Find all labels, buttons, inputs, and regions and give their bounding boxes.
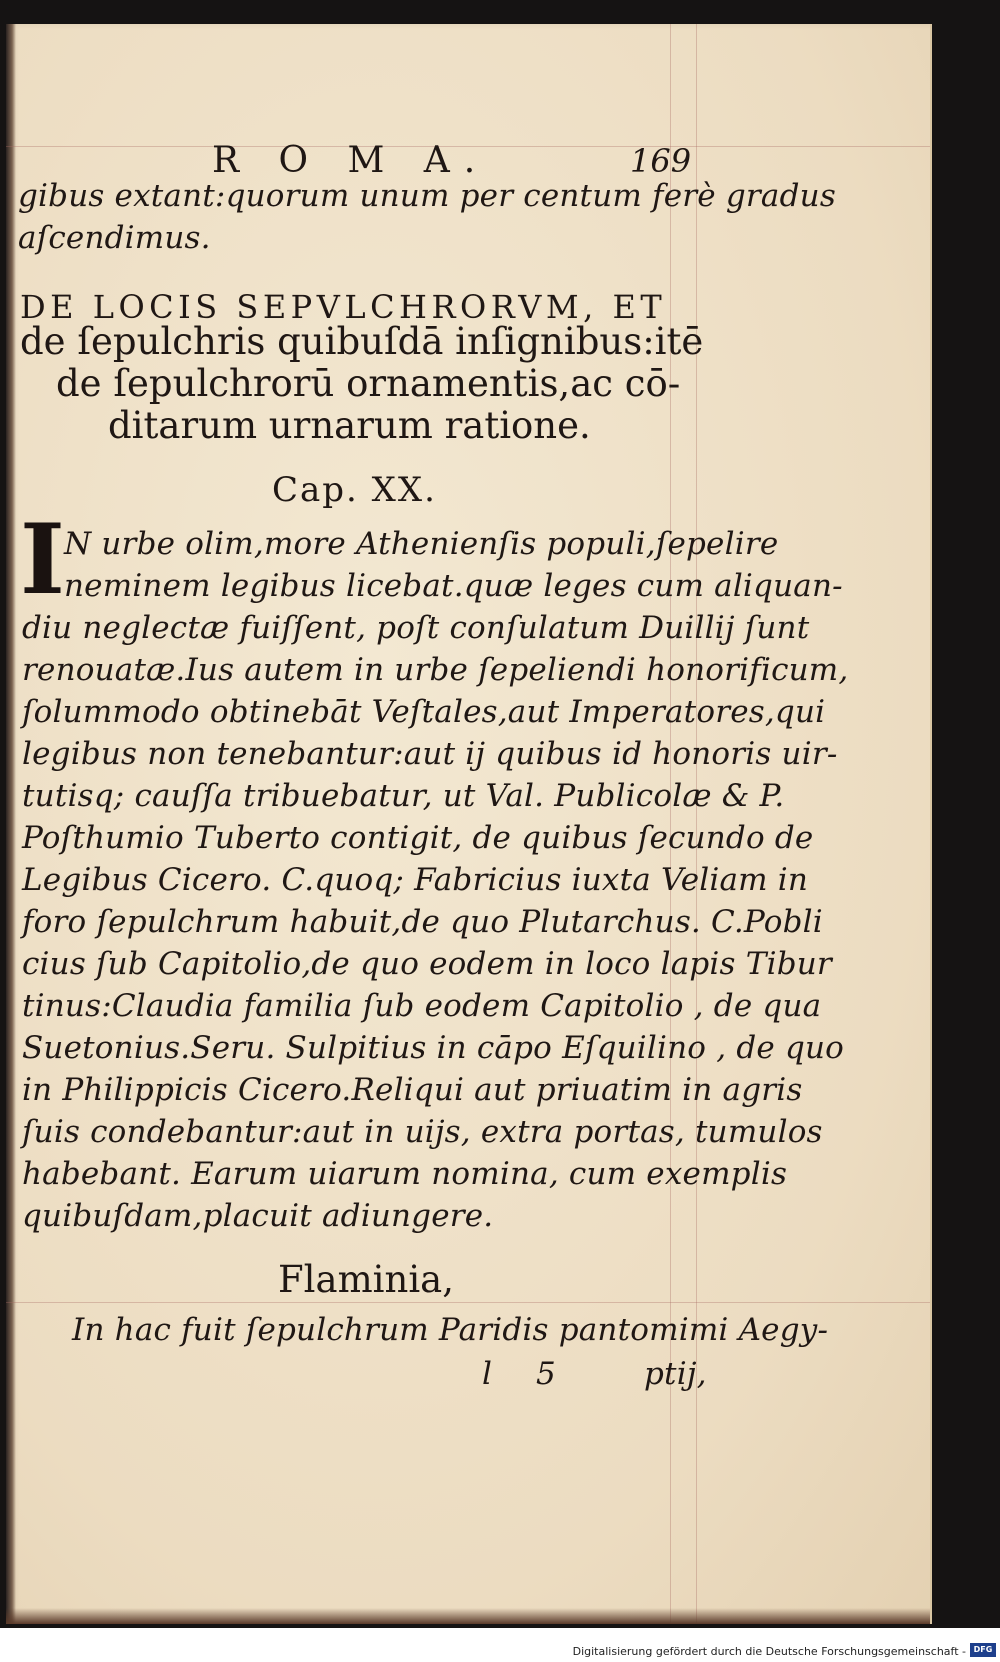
section-title: Flaminia, bbox=[278, 1258, 454, 1301]
signature-number: 5 bbox=[536, 1356, 556, 1392]
text-line: legibus non tenebantur:aut ij quibus id honoris uir- bbox=[22, 736, 838, 772]
text-line: gibus extant:quorum unum per centum ferè gradus bbox=[18, 178, 836, 214]
text-line: renouatæ.Ius autem in urbe ſepeliendi honorificum, bbox=[22, 652, 849, 688]
text-line: N urbe olim,more Athenienſis populi,ſepelire bbox=[64, 526, 779, 562]
text-line: quibuſdam,placuit adiungere. bbox=[22, 1198, 494, 1234]
page-gutter-shadow bbox=[6, 24, 16, 1624]
text-line: cius ſub Capitolio,de quo eodem in loco lapis Tibur bbox=[22, 946, 832, 982]
margin-rule-bottom bbox=[6, 1302, 930, 1303]
text-line: ſuis condebantur:aut in uijs, extra portas, tumulos bbox=[22, 1114, 823, 1150]
chapter-heading-caps: DE LOCIS SEPVLCHRORVM, ET bbox=[20, 288, 667, 326]
drop-cap-initial: I bbox=[20, 503, 65, 616]
text-line: habebant. Earum uiarum nomina, cum exemplis bbox=[22, 1156, 788, 1192]
text-line: aſcendimus. bbox=[18, 220, 211, 256]
footer-credit: Digitalisierung gefördert durch die Deutsche Forschungsgemeinschaft - bbox=[572, 1645, 966, 1658]
chapter-number: Cap. XX. bbox=[272, 470, 437, 510]
text-line: diu neglectæ fuiſſent, poſt conſulatum Duillij ſunt bbox=[22, 610, 810, 646]
signature-mark: l bbox=[482, 1356, 493, 1392]
text-line: In hac fuit ſepulchrum Paridis pantomimi Aegy- bbox=[72, 1312, 829, 1348]
text-line: tutisq; cauſſa tribuebatur, ut Val. Publicolæ & P. bbox=[22, 778, 785, 814]
text-line: Suetonius.Seru. Sulpitius in cāpo Eſquilino , de quo bbox=[22, 1030, 845, 1066]
chapter-heading-line: ditarum urnarum ratione. bbox=[108, 404, 591, 447]
text-line: tinus:Claudia familia ſub eodem Capitolio , de qua bbox=[22, 988, 822, 1024]
running-head: R O M A. bbox=[212, 140, 490, 181]
text-line: Legibus Cicero. C.quoq; Fabricius iuxta Veliam in bbox=[22, 862, 809, 898]
footer-bar bbox=[0, 1640, 1000, 1662]
text-line: ſolummodo obtinebāt Veſtales,aut Imperatores,qui bbox=[22, 694, 826, 730]
page-bottom-edge bbox=[6, 1608, 930, 1624]
text-line: Poſthumio Tuberto contigit, de quibus ſecundo de bbox=[22, 820, 814, 856]
catchword: ptij, bbox=[644, 1356, 707, 1392]
chapter-heading-line: de ſepulchrorū ornamentis,ac cō- bbox=[56, 362, 681, 405]
page-number: 169 bbox=[630, 142, 692, 180]
text-line: neminem legibus licebat.quæ leges cum aliquan- bbox=[64, 568, 843, 604]
text-line: in Philippicis Cicero.Reliqui aut priuatim in agris bbox=[22, 1072, 803, 1108]
text-line: foro ſepulchrum habuit,de quo Plutarchus. C.Pobli bbox=[22, 904, 823, 940]
dfg-logo-icon: DFG bbox=[970, 1643, 996, 1657]
chapter-heading-line: de ſepulchris quibuſdā inſignibus:itē bbox=[20, 320, 704, 363]
